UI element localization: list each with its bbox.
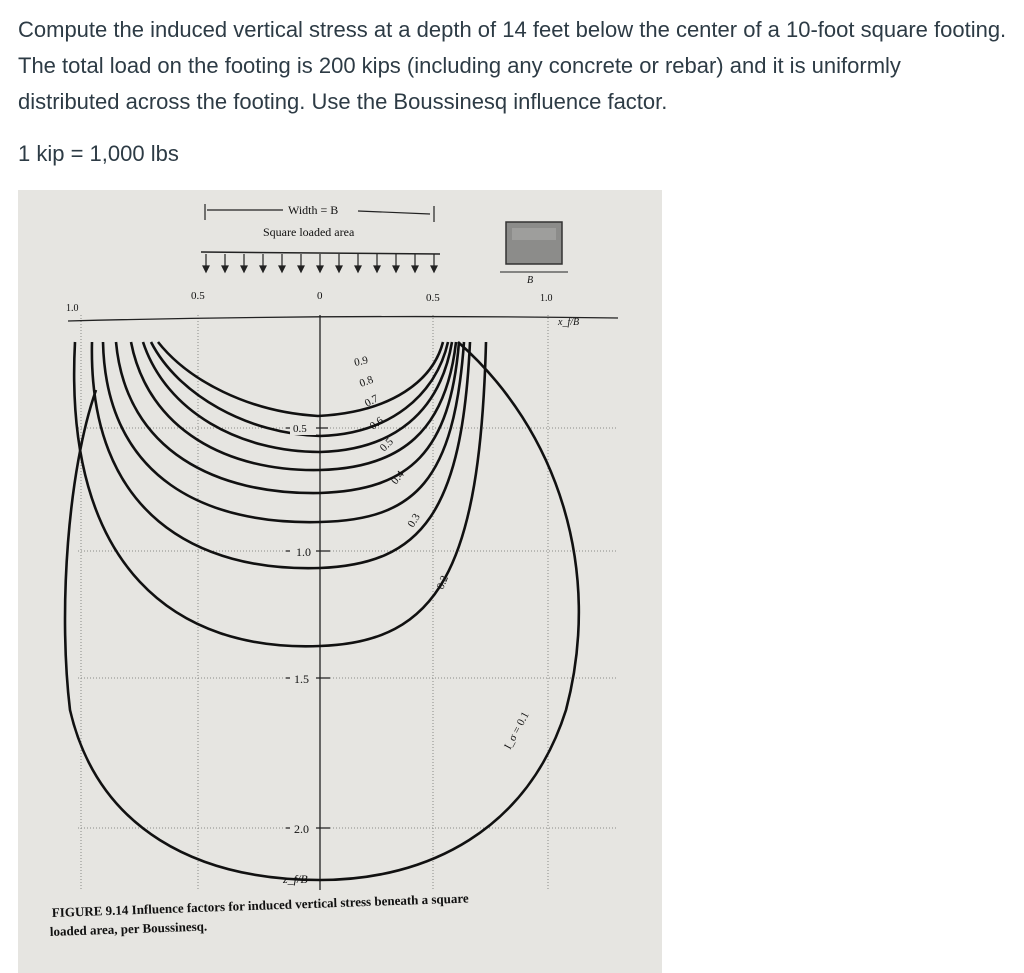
x-axis-label: x_f/B (558, 317, 580, 328)
top-axis-tick-0-5-right: 0.5 (426, 292, 440, 304)
question-text (18, 12, 1008, 120)
top-axis-tick-1-0-left: 1.0 (66, 303, 79, 314)
square-footing-icon-inner (512, 228, 556, 240)
depth-tick-1-0: 1.0 (296, 545, 311, 559)
contour-label-0-6: 0.6 (367, 414, 386, 433)
contour-label-0-9: 0.9 (353, 354, 370, 369)
top-axis-tick-0-5-left: 0.5 (191, 290, 205, 302)
figure-caption-line2: loaded area, per Boussinesq. (49, 918, 208, 939)
depth-tick-2-0: 2.0 (294, 822, 309, 836)
contour-label-0-4: 0.4 (388, 468, 407, 487)
b-label: B (527, 275, 534, 286)
contour-label-0-5: 0.5 (377, 435, 396, 455)
depth-tick-0-5: 0.5 (293, 423, 307, 435)
chart-drawing (18, 190, 662, 973)
depth-tick-1-5: 1.5 (294, 672, 309, 686)
top-axis-tick-1-0-right: 1.0 (540, 293, 553, 304)
width-label: Width = B (288, 203, 339, 217)
z-axis-label: z_f/B (283, 872, 308, 886)
contour-label-0-7: 0.7 (362, 392, 381, 410)
contour-label-0-2: 0.2 (434, 573, 451, 592)
square-area-label: Square loaded area (263, 225, 355, 239)
chart-background (18, 190, 662, 973)
unit-conversion: 1 kip = 1,000 lbs (18, 141, 179, 166)
contour-label-0-3: 0.3 (405, 511, 423, 530)
top-axis-tick-0: 0 (317, 290, 323, 302)
contour-label-0-8: 0.8 (357, 373, 375, 390)
influence-factor-chart (18, 190, 662, 973)
figure-caption-line1: FIGURE 9.14 Influence factors for induced vertical stress beneath a square (51, 890, 469, 920)
question-paragraph: Compute the induced vertical stress at a depth of 14 feet below the center of a 10-foot square footing. The total load on the footing is 200 kips (including any concrete or rebar) and it is uniformly distributed across the footing. Use the Boussinesq influence factor. (18, 17, 1007, 114)
contour-label-0-1: I_σ = 0.1 (502, 709, 532, 752)
